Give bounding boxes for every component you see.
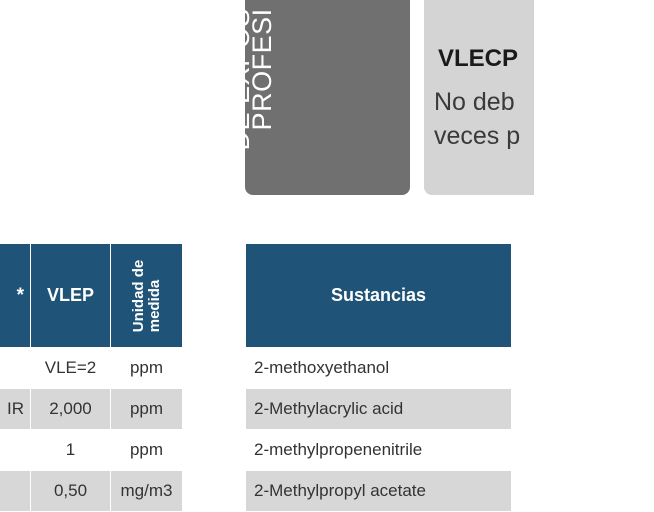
substances-table-header-row <box>246 244 512 348</box>
table-cell: IR <box>0 389 31 430</box>
limits-col-header-partial: * <box>0 244 31 348</box>
table-row <box>246 389 512 430</box>
vlep-box-title: VLEP VALO DE EXPOS PROFESI <box>203 8 277 159</box>
table-row <box>0 471 183 512</box>
table-cell <box>0 348 31 389</box>
table-cell: mg/m3 <box>111 471 183 512</box>
table-cell <box>0 430 31 471</box>
table-row <box>246 471 512 512</box>
table-row <box>246 430 512 471</box>
substances-col-header: Sustancias <box>246 244 512 348</box>
table-cell: ppm <box>111 389 183 430</box>
limits-table-header-row <box>0 244 183 348</box>
limits-table <box>0 243 183 512</box>
vlecp-box-title: VLECP <box>438 45 519 72</box>
substances-table <box>245 243 512 512</box>
substance-name: 2-Methylacrylic acid <box>246 389 512 430</box>
limits-col-header-unit <box>111 244 183 348</box>
vlecp-info-box <box>424 0 534 195</box>
table-row <box>246 348 512 389</box>
substance-name: 2-methylpropenenitrile <box>246 430 512 471</box>
table-cell: ppm <box>111 430 183 471</box>
table-row <box>0 348 183 389</box>
substance-name: 2-methoxyethanol <box>246 348 512 389</box>
limits-col-header-unit-label: Unidad de medida <box>129 259 163 332</box>
vlecp-box-body: No deb veces p <box>434 88 521 150</box>
table-cell: 1 <box>31 430 111 471</box>
table-cell: 2,000 <box>31 389 111 430</box>
table-cell: 0,50 <box>31 471 111 512</box>
table-cell <box>0 471 31 512</box>
table-cell: ppm <box>111 348 183 389</box>
vlep-info-box <box>203 0 410 195</box>
table-cell: VLE=2 <box>31 348 111 389</box>
table-row <box>0 430 183 471</box>
table-row <box>0 389 183 430</box>
substance-name: 2-Methylpropyl acetate <box>246 471 512 512</box>
limits-col-header-vlep: VLEP <box>31 244 111 348</box>
